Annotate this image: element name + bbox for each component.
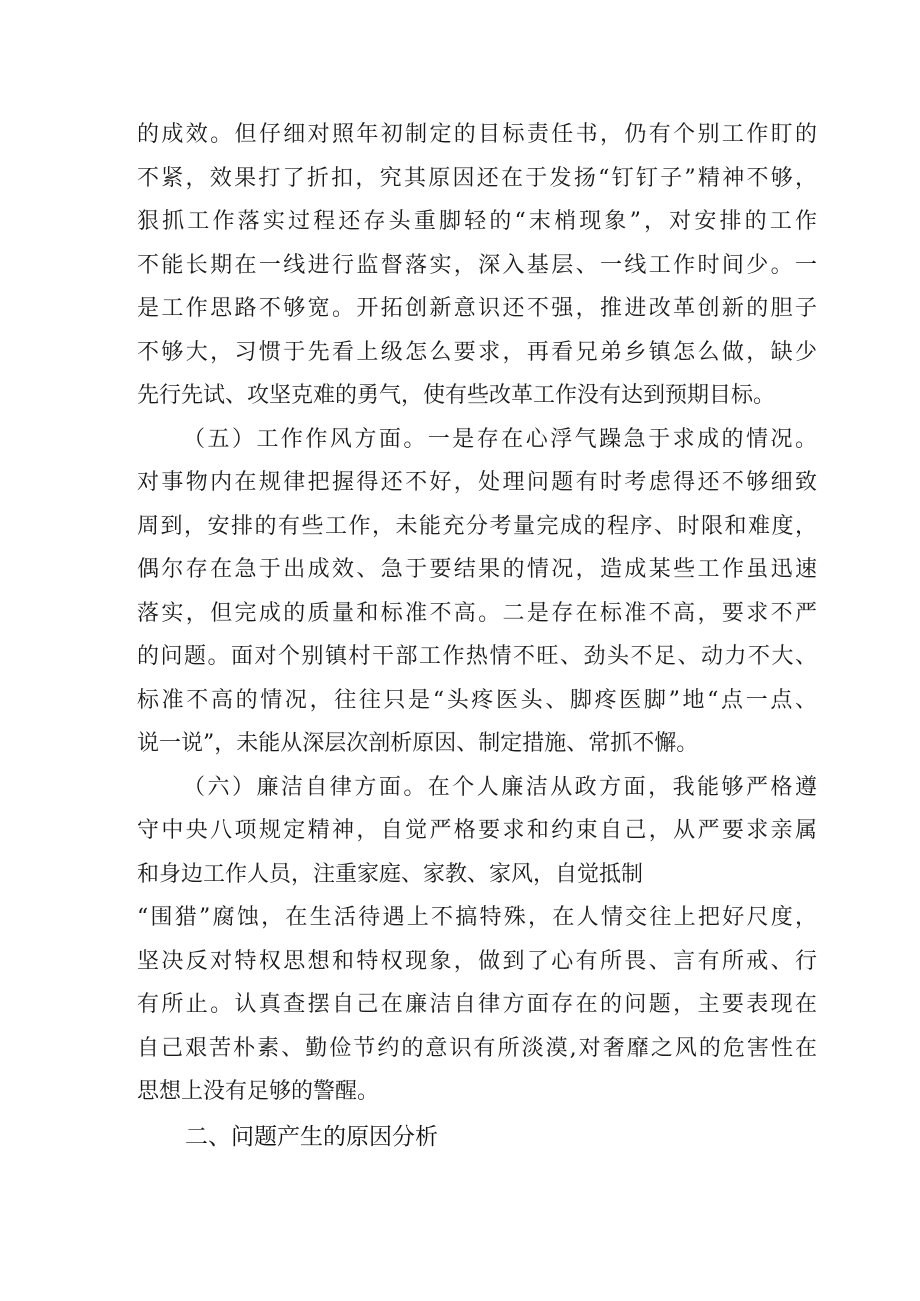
body-text-line: 坚决反对特权思想和特权现象，做到了心有所畏、言有所戒、行 bbox=[137, 949, 817, 974]
body-text-line: “围猎”腐蚀，在生活待遇上不搞特殊，在人情交往上把好尺度， bbox=[137, 905, 817, 930]
body-text-line: 有所止。认真查摆自己在廉洁自律方面存在的问题，主要表现在 bbox=[137, 992, 817, 1017]
body-text-line: 不紧，效果打了折扣，究其原因还在于发扬“钉钉子”精神不够， bbox=[137, 166, 817, 191]
body-text-line: 偶尔存在急于出成效、急于要结果的情况，造成某些工作虽迅速 bbox=[137, 557, 817, 582]
body-text-line: 周到，安排的有些工作，未能充分考量完成的程序、时限和难度， bbox=[137, 514, 817, 539]
body-text-line: 落实，但完成的质量和标准不高。二是存在标准不高，要求不严 bbox=[137, 601, 817, 626]
body-text-line: 标准不高的情况，往往只是“头疼医头、脚疼医脚”地“点一点、 bbox=[137, 688, 817, 713]
body-text-line: 自己艰苦朴素、勤俭节约的意识有所淡漠,对奢靡之风的危害性在 bbox=[137, 1036, 817, 1061]
body-text-line: 狠抓工作落实过程还存头重脚轻的“末梢现象”，对安排的工作 bbox=[137, 209, 817, 234]
body-text-line: 对事物内在规律把握得还不好，处理问题有时考虑得还不够细致 bbox=[137, 470, 817, 495]
body-text-line: 的问题。面对个别镇村干部工作热情不旺、劲头不足、动力不大、 bbox=[137, 644, 817, 669]
section-heading: 二、问题产生的原因分析 bbox=[185, 1124, 438, 1150]
body-text-line: 不能长期在一线进行监督落实，深入基层、一线工作时间少。一 bbox=[137, 253, 817, 278]
section-six-first-line: （六）廉洁自律方面。在个人廉洁从政方面，我能够严格遵 bbox=[183, 775, 817, 800]
body-text-line: 是工作思路不够宽。开拓创新意识还不强，推进改革创新的胆子 bbox=[137, 296, 817, 321]
body-text-line: 的成效。但仔细对照年初制定的目标责任书，仍有个别工作盯的 bbox=[137, 122, 817, 147]
body-text-line: 守中央八项规定精神，自觉严格要求和约束自己，从严要求亲属 bbox=[137, 818, 817, 843]
body-text-line: 说一说”，未能从深层次剖析原因、制定措施、常抓不懈。 bbox=[137, 731, 699, 756]
section-five-first-line: （五）工作作风方面。一是存在心浮气躁急于求成的情况。 bbox=[183, 427, 817, 452]
body-text-line: 不够大，习惯于先看上级怎么要求，再看兄弟乡镇怎么做，缺少 bbox=[137, 340, 817, 365]
body-text-line: 和身边工作人员，注重家庭、家教、家风，自觉抵制 bbox=[137, 862, 644, 887]
body-text-line: 先行先试、攻坚克难的勇气，使有些改革工作没有达到预期目标。 bbox=[137, 383, 776, 408]
body-text-line: 思想上没有足够的警醒。 bbox=[137, 1079, 380, 1104]
